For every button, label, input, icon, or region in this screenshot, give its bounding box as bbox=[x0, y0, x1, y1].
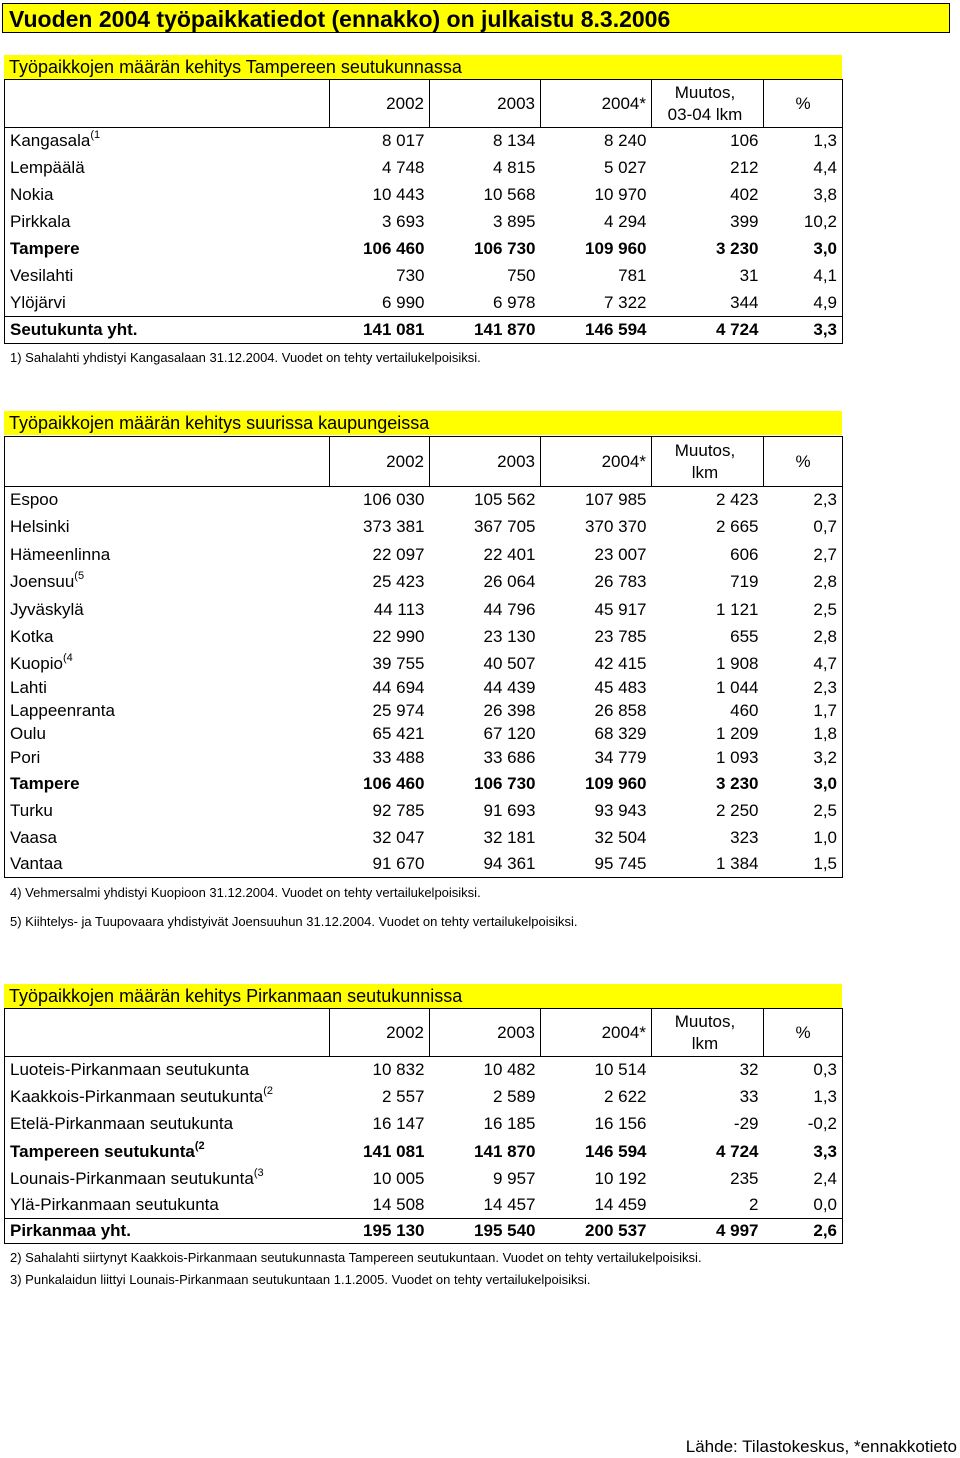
row-label bbox=[5, 236, 330, 263]
value-change: 1 384 bbox=[652, 852, 764, 878]
value-2002: 25 423 bbox=[372, 572, 425, 591]
table-header-row bbox=[5, 437, 843, 487]
row-name: Kuopio bbox=[10, 653, 63, 673]
value-2002: 730 bbox=[396, 266, 425, 285]
footnote-4: 4) Vehmersalmi yhdistyi Kuopioon 31.12.2004. Vuodet on tehty vertailukelpoisiksi. bbox=[10, 885, 481, 900]
row-name: Nokia bbox=[10, 185, 54, 204]
value-2004: 23 007 bbox=[594, 544, 647, 564]
header-change-unit: 03-04 lkm bbox=[667, 104, 743, 124]
value-change: -29 bbox=[733, 1114, 759, 1133]
value-2002: 22 097 bbox=[372, 544, 425, 564]
value-change: 1 209 bbox=[715, 724, 759, 743]
value-2002: 10 005 bbox=[372, 1169, 425, 1188]
footnote-2: 2) Sahalahti siirtynyt Kaakkois-Pirkanmaan seutukunnasta Tampereen seutukuntaan. Vuodet on tehty vertailukelpoisiksi. bbox=[10, 1250, 702, 1265]
value-2004: 23 785 bbox=[594, 627, 647, 646]
table-row bbox=[5, 182, 843, 209]
table-row bbox=[5, 236, 843, 263]
section-title-cities: Työpaikkojen määrän kehitys suurissa kaupungeissa bbox=[4, 411, 842, 435]
row-name: Vesilahti bbox=[10, 266, 74, 285]
table-row bbox=[5, 487, 843, 514]
value-change: 323 bbox=[730, 828, 759, 847]
value-2002: 65 421 bbox=[372, 724, 425, 743]
value-2004: 109 960 bbox=[585, 239, 647, 258]
value-change: 33 bbox=[739, 1087, 759, 1106]
value-percent: 4,9 bbox=[764, 290, 843, 317]
row-label bbox=[5, 677, 330, 700]
value-2003: 3 895 bbox=[492, 212, 536, 231]
value-2004: 8 240 bbox=[603, 131, 647, 151]
value-percent: 2,5 bbox=[764, 596, 843, 624]
value-2003: 8 134 bbox=[492, 131, 536, 151]
row-label bbox=[5, 182, 330, 209]
section-title-pirkanmaa: Työpaikkojen määrän kehitys Pirkanmaan seutukunnissa bbox=[4, 984, 842, 1008]
row-label bbox=[5, 263, 330, 290]
page-title: Vuoden 2004 työpaikkatiedot (ennakko) on julkaistu 8.3.2006 bbox=[2, 3, 950, 33]
value-2002: 106 030 bbox=[363, 490, 425, 510]
value-2002: 44 694 bbox=[372, 678, 425, 697]
row-name: Ylä-Pirkanmaan seutukunta bbox=[10, 1195, 219, 1215]
footnote-3: 3) Punkalaidun liittyi Lounais-Pirkanmaan seutukuntaan 1.1.2005. Vuodet on tehty vertailukelpoisiksi. bbox=[10, 1272, 591, 1287]
value-change: 1 908 bbox=[715, 653, 759, 673]
table-row bbox=[5, 128, 843, 155]
row-label bbox=[5, 514, 330, 541]
value-2002: 106 460 bbox=[363, 239, 425, 258]
value-2004: 45 917 bbox=[594, 599, 647, 619]
value-2003: 91 693 bbox=[483, 801, 536, 820]
value-2003: 195 540 bbox=[430, 1219, 541, 1244]
row-name: Vantaa bbox=[10, 854, 63, 874]
value-2002: 141 081 bbox=[330, 317, 430, 344]
value-2002: 14 508 bbox=[372, 1195, 425, 1215]
value-change: 106 bbox=[730, 131, 759, 151]
header-percent: % bbox=[764, 1009, 843, 1057]
value-2003: 750 bbox=[507, 266, 536, 285]
value-change: 4 724 bbox=[715, 1141, 759, 1161]
value-percent: 0,0 bbox=[764, 1193, 843, 1219]
value-percent: -0,2 bbox=[764, 1111, 843, 1138]
table-row bbox=[5, 514, 843, 541]
row-label bbox=[5, 1193, 330, 1219]
value-change: 4 997 bbox=[652, 1219, 764, 1244]
value-percent: 2,8 bbox=[764, 624, 843, 651]
value-change: 3 230 bbox=[715, 239, 759, 258]
value-percent: 1,3 bbox=[764, 1084, 843, 1111]
row-label bbox=[5, 798, 330, 825]
section-title-tampere-region: Työpaikkojen määrän kehitys Tampereen seutukunnassa bbox=[4, 55, 842, 79]
value-2004: 26 858 bbox=[594, 701, 647, 720]
header-percent: % bbox=[764, 80, 843, 128]
header-2004: 2004* bbox=[541, 1009, 652, 1057]
footnote-ref: (4 bbox=[62, 651, 73, 664]
table-tampere-region bbox=[4, 79, 843, 344]
value-change: 31 bbox=[739, 266, 759, 285]
row-name: Kaakkois-Pirkanmaan seutukunta bbox=[10, 1087, 264, 1106]
table-header-row bbox=[5, 1009, 843, 1057]
header-2003: 2003 bbox=[430, 437, 541, 487]
footnote-1: 1) Sahalahti yhdistyi Kangasalaan 31.12.2004. Vuodet on tehty vertailukelpoisiksi. bbox=[10, 350, 481, 365]
value-percent: 1,5 bbox=[764, 852, 843, 878]
value-2004: 16 156 bbox=[594, 1114, 647, 1133]
value-2004: 14 459 bbox=[594, 1195, 647, 1215]
table-row bbox=[5, 1057, 843, 1084]
value-2002: 44 113 bbox=[373, 599, 425, 619]
value-2003: 9 957 bbox=[492, 1169, 536, 1188]
value-2003: 106 730 bbox=[474, 239, 536, 258]
source-note: Lähde: Tilastokeskus, *ennakkotieto bbox=[685, 1437, 957, 1456]
row-name: Tampere bbox=[10, 773, 80, 793]
value-percent: 3,3 bbox=[764, 1138, 843, 1166]
value-2002: 3 693 bbox=[381, 212, 425, 231]
value-2003: 22 401 bbox=[483, 544, 536, 564]
header-blank bbox=[5, 1009, 330, 1057]
value-2003: 67 120 bbox=[483, 724, 536, 743]
table-row bbox=[5, 1084, 843, 1111]
total-row bbox=[5, 1219, 843, 1244]
header-2003: 2003 bbox=[430, 1009, 541, 1057]
value-percent: 1,3 bbox=[764, 128, 843, 155]
value-2004: 32 504 bbox=[594, 828, 647, 847]
header-change-label: Muutos, bbox=[674, 1011, 736, 1031]
row-label bbox=[5, 1166, 330, 1193]
table-row bbox=[5, 1193, 843, 1219]
table-row bbox=[5, 677, 843, 700]
row-name: Vaasa bbox=[10, 828, 57, 847]
value-percent: 2,3 bbox=[764, 487, 843, 514]
row-name: Ylöjärvi bbox=[10, 292, 66, 312]
value-2002: 8 017 bbox=[381, 131, 425, 151]
row-label bbox=[5, 1057, 330, 1084]
row-name: Kangasala bbox=[10, 131, 91, 151]
value-2003: 141 870 bbox=[430, 317, 541, 344]
value-change: 235 bbox=[730, 1169, 759, 1188]
value-2004: 93 943 bbox=[594, 801, 647, 820]
footnote-ref: (3 bbox=[253, 1167, 264, 1179]
value-2003: 141 870 bbox=[474, 1141, 536, 1161]
value-2002: 91 670 bbox=[330, 852, 430, 878]
value-2004: 146 594 bbox=[541, 317, 652, 344]
footnote-5: 5) Kiihtelys- ja Tuupovaara yhdistyivät Joensuuhun 31.12.2004. Vuodet on tehty vertailukelpoisiksi. bbox=[10, 914, 578, 929]
value-2003: 94 361 bbox=[430, 852, 541, 878]
row-name: Jyväskylä bbox=[10, 599, 84, 619]
value-percent: 4,4 bbox=[764, 155, 843, 182]
value-2004: 2 622 bbox=[603, 1087, 647, 1106]
value-change: 2 665 bbox=[715, 517, 759, 536]
value-percent: 3,3 bbox=[764, 317, 843, 344]
value-2003: 14 457 bbox=[483, 1195, 536, 1215]
row-name: Espoo bbox=[10, 490, 59, 510]
total-row bbox=[5, 317, 843, 344]
value-2004: 26 783 bbox=[594, 572, 647, 591]
table-row bbox=[5, 569, 843, 596]
value-percent: 2,5 bbox=[764, 798, 843, 825]
value-2002: 39 755 bbox=[372, 653, 425, 673]
row-label bbox=[5, 700, 330, 723]
value-2004: 10 192 bbox=[594, 1169, 647, 1188]
table-row bbox=[5, 746, 843, 770]
value-2002: 25 974 bbox=[372, 701, 425, 720]
value-percent: 3,2 bbox=[764, 746, 843, 770]
value-change: 1 093 bbox=[715, 747, 759, 767]
value-percent: 2,3 bbox=[764, 677, 843, 700]
table-row bbox=[5, 263, 843, 290]
row-label bbox=[5, 128, 330, 155]
row-name: Tampere bbox=[10, 239, 80, 258]
value-2002: 16 147 bbox=[372, 1114, 425, 1133]
header-change-unit: lkm bbox=[691, 1033, 719, 1053]
value-2002: 92 785 bbox=[372, 801, 425, 820]
table-row bbox=[5, 651, 843, 677]
value-2004: 200 537 bbox=[541, 1219, 652, 1244]
value-change: 2 bbox=[749, 1195, 759, 1215]
value-2003: 4 815 bbox=[492, 158, 536, 177]
value-2002: 195 130 bbox=[330, 1219, 430, 1244]
row-name: Helsinki bbox=[10, 517, 70, 536]
value-percent: 1,7 bbox=[764, 700, 843, 723]
row-label bbox=[5, 770, 330, 798]
table-row bbox=[5, 290, 843, 317]
footnote-ref: (5 bbox=[74, 570, 85, 582]
value-change: 655 bbox=[730, 627, 759, 646]
value-2004: 146 594 bbox=[585, 1141, 647, 1161]
header-blank bbox=[5, 437, 330, 487]
row-name: Pori bbox=[10, 747, 41, 767]
value-percent: 1,0 bbox=[764, 825, 843, 852]
row-name: Lempäälä bbox=[10, 158, 85, 177]
row-label bbox=[5, 596, 330, 624]
value-2002: 33 488 bbox=[372, 747, 425, 767]
value-change: 2 250 bbox=[715, 801, 759, 820]
footnote-ref: (1 bbox=[90, 129, 101, 142]
header-2004: 2004* bbox=[541, 437, 652, 487]
value-2002: 32 047 bbox=[372, 828, 425, 847]
value-2003: 44 439 bbox=[483, 678, 536, 697]
row-name: Luoteis-Pirkanmaan seutukunta bbox=[10, 1060, 250, 1080]
table-row bbox=[5, 798, 843, 825]
value-percent: 3,0 bbox=[764, 236, 843, 263]
value-2003: 26 064 bbox=[483, 572, 536, 591]
value-percent: 3,8 bbox=[764, 182, 843, 209]
value-percent: 0,7 bbox=[764, 514, 843, 541]
value-2003: 10 482 bbox=[483, 1060, 536, 1080]
footnote-ref: (2 bbox=[263, 1085, 274, 1097]
header-change bbox=[652, 80, 764, 128]
value-2002: 6 990 bbox=[381, 292, 425, 312]
value-2004: 4 294 bbox=[603, 212, 647, 231]
value-percent: 2,8 bbox=[764, 569, 843, 596]
value-2002: 10 443 bbox=[372, 185, 425, 204]
value-2002: 373 381 bbox=[363, 517, 425, 536]
row-name: Kotka bbox=[10, 627, 54, 646]
value-2004: 34 779 bbox=[594, 747, 647, 767]
value-2002: 4 748 bbox=[381, 158, 425, 177]
value-2002: 106 460 bbox=[363, 773, 425, 793]
value-2002: 2 557 bbox=[381, 1087, 425, 1106]
value-change: 32 bbox=[739, 1060, 759, 1080]
value-2004: 10 514 bbox=[594, 1060, 647, 1080]
table-row bbox=[5, 1166, 843, 1193]
row-name: Oulu bbox=[10, 724, 46, 743]
value-2003: 2 589 bbox=[492, 1087, 536, 1106]
value-percent: 2,6 bbox=[764, 1219, 843, 1244]
table-row bbox=[5, 1138, 843, 1166]
value-2004: 42 415 bbox=[594, 653, 647, 673]
table-header-row bbox=[5, 80, 843, 128]
value-2003: 32 181 bbox=[483, 828, 536, 847]
value-percent: 10,2 bbox=[764, 209, 843, 236]
value-2004: 45 483 bbox=[594, 678, 647, 697]
row-name: Seutukunta yht. bbox=[10, 320, 138, 339]
value-change: 212 bbox=[730, 158, 759, 177]
value-change: 1 044 bbox=[715, 678, 759, 697]
row-label bbox=[5, 290, 330, 317]
row-label bbox=[5, 1111, 330, 1138]
value-2002: 22 990 bbox=[372, 627, 425, 646]
table-row bbox=[5, 209, 843, 236]
row-label bbox=[5, 1138, 330, 1166]
table-row bbox=[5, 700, 843, 723]
value-2004: 5 027 bbox=[603, 158, 647, 177]
table-row bbox=[5, 825, 843, 852]
value-change: 1 121 bbox=[715, 599, 759, 619]
row-label bbox=[5, 155, 330, 182]
table-row bbox=[5, 596, 843, 624]
value-2003: 105 562 bbox=[474, 490, 536, 510]
row-label bbox=[5, 723, 330, 746]
value-2004: 68 329 bbox=[594, 724, 647, 743]
row-name: Tampereen seutukunta bbox=[10, 1141, 195, 1161]
table-row bbox=[5, 1111, 843, 1138]
value-2003: 367 705 bbox=[474, 517, 536, 536]
value-2003: 10 568 bbox=[483, 185, 536, 204]
row-label bbox=[5, 746, 330, 770]
row-label bbox=[5, 317, 330, 344]
value-2004: 370 370 bbox=[585, 517, 647, 536]
row-name: Joensuu bbox=[10, 572, 75, 591]
value-2004: 109 960 bbox=[585, 773, 647, 793]
table-cities bbox=[4, 436, 843, 878]
header-2002: 2002 bbox=[330, 437, 430, 487]
value-2004: 10 970 bbox=[594, 185, 647, 204]
row-name: Pirkanmaa yht. bbox=[10, 1221, 131, 1240]
value-percent: 0,3 bbox=[764, 1057, 843, 1084]
value-percent: 2,7 bbox=[764, 541, 843, 569]
header-2002: 2002 bbox=[330, 1009, 430, 1057]
row-label bbox=[5, 624, 330, 651]
value-change: 606 bbox=[730, 544, 759, 564]
value-2004: 107 985 bbox=[585, 490, 647, 510]
table-row bbox=[5, 541, 843, 569]
value-2003: 106 730 bbox=[474, 773, 536, 793]
row-label bbox=[5, 1084, 330, 1111]
table-row bbox=[5, 624, 843, 651]
table-row bbox=[5, 723, 843, 746]
table-pirkanmaa bbox=[4, 1008, 843, 1244]
value-2002: 141 081 bbox=[363, 1141, 425, 1161]
row-label bbox=[5, 569, 330, 596]
value-2004: 95 745 bbox=[541, 852, 652, 878]
value-2003: 6 978 bbox=[492, 292, 536, 312]
header-change-unit: lkm bbox=[691, 462, 719, 482]
table-row bbox=[5, 770, 843, 798]
header-change-label: Muutos, bbox=[674, 440, 736, 460]
value-percent: 1,8 bbox=[764, 723, 843, 746]
row-name: Hämeenlinna bbox=[10, 544, 111, 564]
value-percent: 4,1 bbox=[764, 263, 843, 290]
value-change: 2 423 bbox=[715, 490, 759, 510]
header-blank bbox=[5, 80, 330, 128]
value-change: 4 724 bbox=[652, 317, 764, 344]
value-change: 344 bbox=[730, 292, 759, 312]
header-change bbox=[652, 1009, 764, 1057]
value-2004: 7 322 bbox=[603, 292, 647, 312]
row-label bbox=[5, 651, 330, 677]
header-2002: 2002 bbox=[330, 80, 430, 128]
row-name: Lounais-Pirkanmaan seutukunta bbox=[10, 1169, 254, 1188]
value-change: 460 bbox=[730, 701, 759, 720]
table-row bbox=[5, 155, 843, 182]
value-2004: 781 bbox=[618, 266, 647, 285]
value-2003: 23 130 bbox=[483, 627, 536, 646]
row-label bbox=[5, 209, 330, 236]
row-label bbox=[5, 541, 330, 569]
value-2003: 26 398 bbox=[483, 701, 536, 720]
value-2003: 33 686 bbox=[483, 747, 536, 767]
header-change-label: Muutos, bbox=[674, 82, 736, 102]
row-name: Pirkkala bbox=[10, 212, 71, 231]
row-label bbox=[5, 1219, 330, 1244]
value-change: 3 230 bbox=[715, 773, 759, 793]
row-name: Lahti bbox=[10, 678, 47, 697]
value-change: 399 bbox=[730, 212, 759, 231]
header-percent: % bbox=[764, 437, 843, 487]
value-percent: 3,0 bbox=[764, 770, 843, 798]
header-change bbox=[652, 437, 764, 487]
value-2003: 44 796 bbox=[483, 599, 536, 619]
row-label bbox=[5, 825, 330, 852]
value-2003: 40 507 bbox=[483, 653, 536, 673]
value-2002: 10 832 bbox=[372, 1060, 425, 1080]
table-row bbox=[5, 852, 843, 878]
value-change: 402 bbox=[730, 185, 759, 204]
footnote-ref: (2 bbox=[194, 1139, 205, 1152]
row-label bbox=[5, 487, 330, 514]
row-name: Lappeenranta bbox=[10, 701, 115, 720]
header-2003: 2003 bbox=[430, 80, 541, 128]
value-2003: 16 185 bbox=[483, 1114, 536, 1133]
value-percent: 2,4 bbox=[764, 1166, 843, 1193]
header-2004: 2004* bbox=[541, 80, 652, 128]
row-name: Turku bbox=[10, 801, 53, 820]
value-percent: 4,7 bbox=[764, 651, 843, 677]
value-change: 719 bbox=[730, 572, 759, 591]
row-label bbox=[5, 852, 330, 878]
row-name: Etelä-Pirkanmaan seutukunta bbox=[10, 1114, 234, 1133]
